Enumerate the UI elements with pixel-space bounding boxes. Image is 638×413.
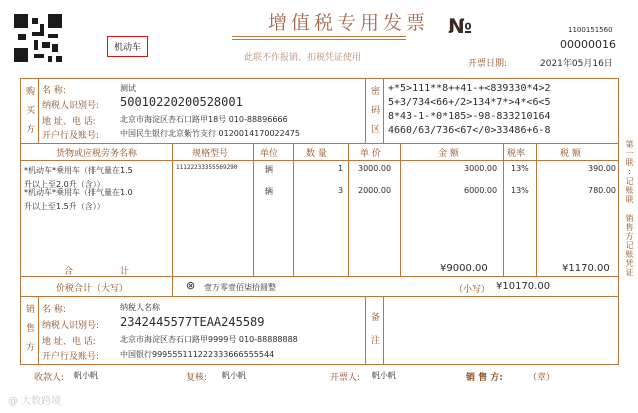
item-price: 3000.00 [358,164,392,173]
buyer-name-label: 名 称: [42,86,66,96]
item-spec: 11122233355569290 [176,164,238,171]
cipher-line: 4660/63/736<67</0>33486+6-8 [388,125,551,136]
reviewer-label: 复核: [186,373,208,383]
date-value: 2021年05月16日 [540,59,613,69]
reviewer: 帆小帆 [222,371,246,380]
item-qty: 3 [338,186,344,195]
item-amount: 6000.00 [464,186,498,195]
date-label: 开票日期: [468,59,508,69]
col-tax: 税 额 [560,149,581,159]
vehicle-stamp: 机动车 [107,36,148,57]
buyer-name: 测试 [120,84,136,93]
qr-code [14,14,62,62]
item-tax: 390.00 [588,164,616,173]
drawer: 帆小帆 [372,371,396,380]
total-upper: 壹万零壹佰柒拾圆整 [204,283,276,292]
table-row [24,186,133,214]
seller-bank-label: 开户行及账号: [42,352,100,362]
total-lower: ¥10170.00 [496,281,551,292]
cancel-symbol: ⊗ [186,279,196,292]
seller-taxid: 2342445577TEAA245589 [120,315,265,329]
buyer-bank: 中国民生银行北京紫竹支行 0120014170022475 [120,129,300,138]
payee-label: 收款人: [34,373,65,383]
seller-addr: 北京市海淀区杏石口路甲9999号 010-88888888 [120,335,298,344]
col-name: 货物或应税劳务名称 [56,149,138,159]
no-symbol: № [448,14,473,38]
item-unit: 辆 [265,165,273,174]
col-price: 单 价 [360,149,381,159]
total-amount: ¥9000.00 [440,263,488,274]
seller-addr-label: 地 址、电 话: [42,337,96,347]
copy-note: 第一联:记账联 销售方记账凭证 [625,140,634,277]
invoice-code: 1100151560 [568,26,613,34]
item-name: 升以上至2.0升（含）） [24,180,105,189]
watermark: @ 大数跨境 [8,396,62,407]
cipher-line: 8*43-1-*0*185>-98-833210164 [388,111,551,122]
payee: 帆小帆 [74,371,98,380]
total-lower-label: （小写） [454,285,491,295]
item-tax: 780.00 [588,186,616,195]
item-unit: 辆 [265,187,273,196]
cipher-line: +*5>111**8++41-+<839330*4>2 [388,83,551,94]
col-spec: 规格型号 [192,149,229,159]
item-rate: 13% [511,186,529,195]
seller-bank: 中国银行999555111222333666555544 [120,350,275,359]
seller-name: 纳税人名称 [120,303,160,312]
buyer-side-label: 购买方 [24,86,34,143]
cipher-area [388,82,551,138]
total-tax: ¥1170.00 [562,263,610,274]
buyer-taxid: 50010220200528001 [120,95,243,109]
item-name: *机动车*乘用车（排气量在1.0 [24,188,133,197]
seller-name-label: 名 称: [42,305,66,315]
item-price: 2000.00 [358,186,392,195]
item-amount: 3000.00 [464,164,498,173]
col-qty: 数 量 [306,149,327,159]
buyer-taxid-label: 纳税人识别号: [42,101,100,111]
buyer-addr: 北京市海淀区杏石口路甲18号 010-88896666 [120,115,288,124]
invoice-subtitle: 此联不作报销、扣税凭证使用 [244,53,362,63]
seller-seal: （章） [528,373,556,383]
item-name: *机动车*乘用车（排气量在1.5 [24,166,133,175]
invoice-title: 增值税专用发票 [268,12,430,34]
item-name: 升以上至1.5升（含）） [24,202,105,211]
buyer-addr-label: 地 址、电 话: [42,117,96,127]
col-rate: 税率 [507,149,526,159]
total-label-a: 合 [64,267,74,277]
remark-label: 备注 [369,312,379,358]
seller-seal-label: 销 售 方: [466,373,503,383]
invoice-number: 00000016 [560,38,616,51]
seller-taxid-label: 纳税人识别号: [42,321,100,331]
total-label-b: 计 [120,267,130,277]
buyer-bank-label: 开户行及账号: [42,131,100,141]
col-amount: 金 额 [438,149,459,159]
cipher-line: 5+3/734<66+/2>134*7*>4*<6<5 [388,97,551,108]
col-unit: 单位 [260,149,279,159]
seller-side-label: 销售方 [24,304,34,361]
cipher-label: 密码区 [369,86,379,143]
item-qty: 1 [338,164,344,173]
drawer-label: 开票人: [330,373,361,383]
price-tax-total-label: 价税合计（大写） [56,284,129,294]
item-rate: 13% [511,164,529,173]
